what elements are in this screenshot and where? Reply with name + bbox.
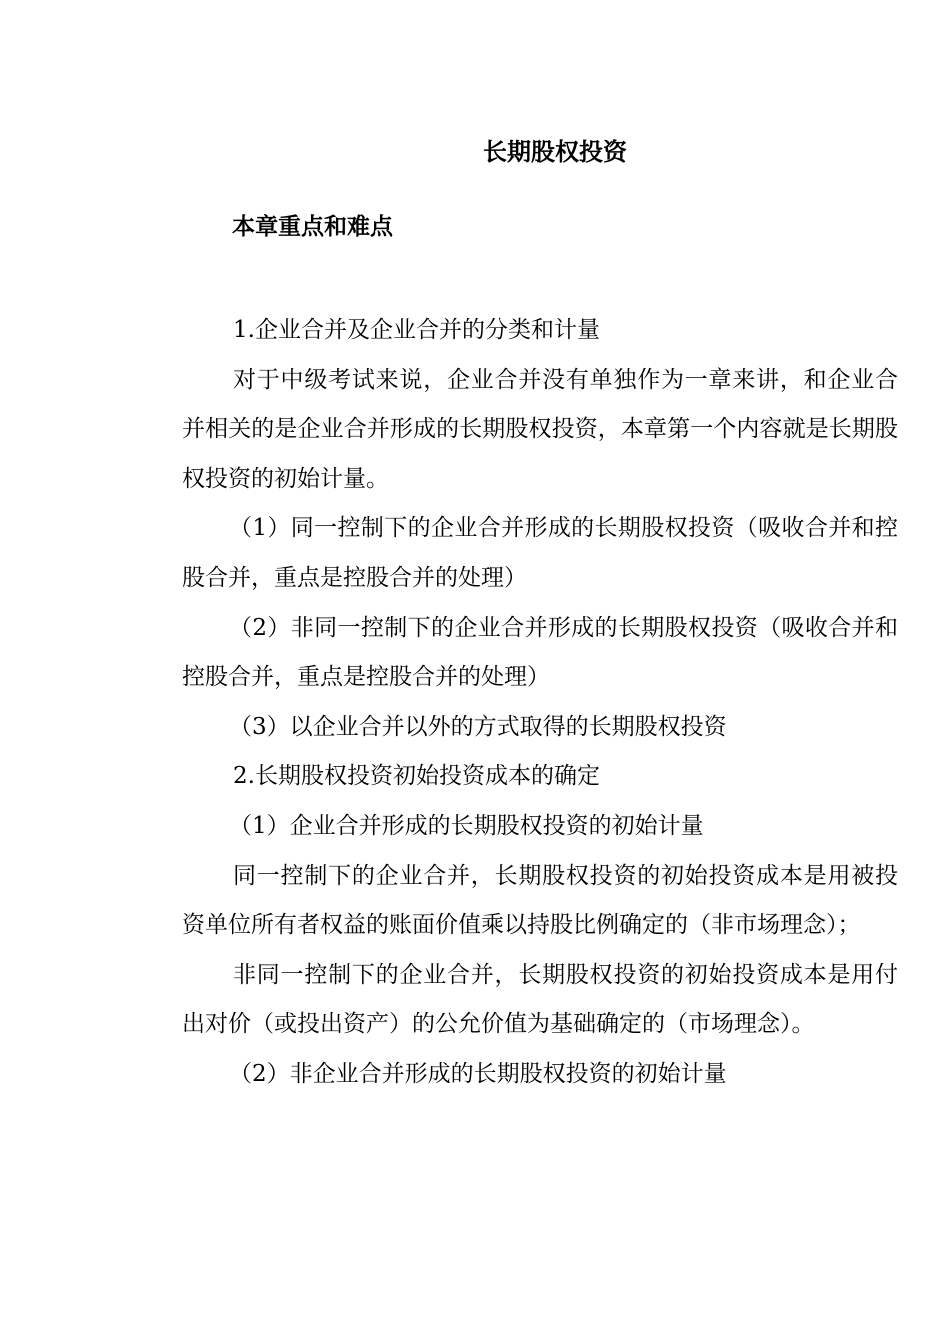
paragraph-sub-2: （2）非同一控制下的企业合并形成的长期股权投资（吸收合并和控股合并，重点是控股合并的处理）	[182, 614, 898, 691]
paragraph-item-2: 2.长期股权投资初始投资成本的确定	[233, 763, 600, 790]
paragraph-intro: 对于中级考试来说，企业合并没有单独作为一章来讲，和企业合并相关的是企业合并形成的长期股权投资，本章第一个内容就是长期股权投资的初始计量。	[182, 366, 898, 492]
paragraph-item-1: 1.企业合并及企业合并的分类和计量	[233, 317, 600, 343]
section-heading: 本章重点和难点	[232, 214, 393, 240]
paragraph-sub-2-2: （2）非企业合并形成的长期股权投资的初始计量	[229, 1060, 727, 1087]
paragraph-same-control: 同一控制下的企业合并，长期股权投资的初始投资成本是用被投资单位所有者权益的账面价值乘以持股比例确定的（非市场理念）；	[182, 862, 898, 939]
document-body	[182, 306, 898, 1100]
document-title: 长期股权投资	[483, 138, 627, 166]
paragraph-non-same-control: 非同一控制下的企业合并，长期股权投资的初始投资成本是用付出对价（或投出资产）的公允价值为基础确定的（市场理念）。	[182, 961, 898, 1038]
paragraph-sub-2-1: （1）企业合并形成的长期股权投资的初始计量	[229, 812, 704, 839]
paragraph-sub-1: （1）同一控制下的企业合并形成的长期股权投资（吸收合并和控股合并，重点是控股合并的处理）	[182, 515, 898, 591]
paragraph-sub-3: （3）以企业合并以外的方式取得的长期股权投资	[229, 713, 727, 740]
